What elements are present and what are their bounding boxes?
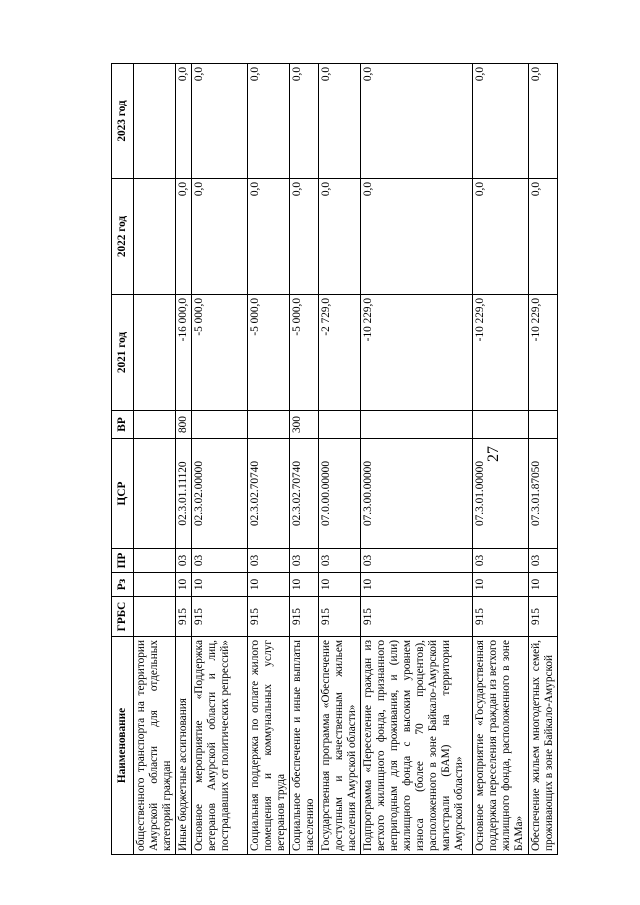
- cell-rz: 10: [176, 573, 192, 597]
- header-grbs: ГРБС: [112, 597, 134, 637]
- cell-csr: 07.3.01.00000: [472, 439, 528, 549]
- cell-csr: 07.0.00.00000: [318, 439, 360, 549]
- cell-2022: [134, 179, 176, 295]
- cell-grbs: 915: [528, 597, 557, 637]
- cell-2023: 0,0: [318, 64, 360, 179]
- cell-csr: 07.3.00.00000: [360, 439, 472, 549]
- cell-2022: 0,0: [289, 179, 318, 295]
- cell-grbs: 915: [318, 597, 360, 637]
- cell-2021: -16 000,0: [176, 295, 192, 411]
- cell-2022: 0,0: [318, 179, 360, 295]
- table-row: [191, 64, 247, 855]
- table-row: [176, 64, 192, 855]
- cell-rz: 10: [472, 573, 528, 597]
- cell-name: Иные бюджетные ассигнования: [176, 637, 192, 855]
- cell-2021: -5 000,0: [247, 295, 289, 411]
- cell-csr: 02.3.02.00000: [191, 439, 247, 549]
- cell-2022: 0,0: [528, 179, 557, 295]
- header-name: Наименование: [112, 637, 134, 855]
- cell-grbs: [134, 597, 176, 637]
- cell-csr: 02.3.02.70740: [247, 439, 289, 549]
- cell-pr: 03: [247, 549, 289, 573]
- cell-vr: [134, 411, 176, 439]
- cell-2022: 0,0: [191, 179, 247, 295]
- budget-table: [111, 63, 558, 855]
- cell-2023: 0,0: [528, 64, 557, 179]
- table-row: [318, 64, 360, 855]
- cell-pr: 03: [176, 549, 192, 573]
- cell-name: Обеспечение жильем многодетных семей, проживающих в зоне Байкало-Амурской: [528, 637, 557, 855]
- cell-2021: -2 729,0: [318, 295, 360, 411]
- header-2023: 2023 год: [112, 64, 134, 179]
- cell-2023: 0,0: [176, 64, 192, 179]
- cell-2021: -10 229,0: [472, 295, 528, 411]
- cell-rz: [134, 573, 176, 597]
- cell-grbs: 915: [191, 597, 247, 637]
- cell-2022: 0,0: [247, 179, 289, 295]
- table-container: [111, 64, 555, 855]
- cell-2022: 0,0: [360, 179, 472, 295]
- cell-pr: 03: [191, 549, 247, 573]
- cell-pr: 03: [318, 549, 360, 573]
- cell-csr: 02.3.01.11120: [176, 439, 192, 549]
- cell-vr: [360, 411, 472, 439]
- cell-grbs: 915: [176, 597, 192, 637]
- table-row: [134, 64, 176, 855]
- cell-name: Государственная программа «Обеспечение доступным и качественным жильем населения Амурской области»: [318, 637, 360, 855]
- cell-vr: [247, 411, 289, 439]
- cell-2023: 0,0: [289, 64, 318, 179]
- cell-pr: 03: [289, 549, 318, 573]
- cell-pr: 03: [360, 549, 472, 573]
- cell-rz: 10: [289, 573, 318, 597]
- cell-vr: [528, 411, 557, 439]
- table-row: [360, 64, 472, 855]
- cell-2023: 0,0: [191, 64, 247, 179]
- cell-grbs: 915: [360, 597, 472, 637]
- cell-rz: 10: [247, 573, 289, 597]
- header-pr: ПР: [112, 549, 134, 573]
- cell-vr: 300: [289, 411, 318, 439]
- cell-2021: -10 229,0: [360, 295, 472, 411]
- cell-vr: 800: [176, 411, 192, 439]
- cell-2021: -10 229,0: [528, 295, 557, 411]
- header-rz: Рз: [112, 573, 134, 597]
- header-vr: ВР: [112, 411, 134, 439]
- cell-pr: 03: [472, 549, 528, 573]
- cell-rz: 10: [528, 573, 557, 597]
- cell-name: Социальная поддержка по оплате жилого помещения и коммунальных услуг ветеранов труда: [247, 637, 289, 855]
- table-row: [289, 64, 318, 855]
- cell-vr: [318, 411, 360, 439]
- table-row: [528, 64, 557, 855]
- cell-name: Подпрограмма «Переселение граждан из ветхого жилищного фонда, признанного непригодным для проживания, и (или) жилищного фонда с высоким уровнем износа (более 70 процентов), расположенного в зоне Байкало-Амурской магистрали (БАМ) на территории Амурской области»: [360, 637, 472, 855]
- cell-2023: 0,0: [360, 64, 472, 179]
- cell-name: Основное мероприятие «Поддержка ветеранов Амурской области и лиц, пострадавших от политических репрессий»: [191, 637, 247, 855]
- page-number: 27: [485, 446, 502, 462]
- table-row: [472, 64, 528, 855]
- cell-name: Социальное обеспечение и иные выплаты населению: [289, 637, 318, 855]
- cell-rz: 10: [191, 573, 247, 597]
- cell-2021: [134, 295, 176, 411]
- cell-2023: 0,0: [247, 64, 289, 179]
- table-header-row: [112, 64, 134, 855]
- cell-csr: 07.3.01.87050: [528, 439, 557, 549]
- cell-grbs: 915: [247, 597, 289, 637]
- cell-csr: 02.3.02.70740: [289, 439, 318, 549]
- cell-grbs: 915: [289, 597, 318, 637]
- table-row: [247, 64, 289, 855]
- cell-pr: 03: [528, 549, 557, 573]
- cell-2022: 0,0: [472, 179, 528, 295]
- cell-2023: [134, 64, 176, 179]
- cell-rz: 10: [360, 573, 472, 597]
- cell-name: Основное мероприятие «Государственная поддержка переселения граждан из ветхого жилищного фонда, расположенного в зоне БАМа»: [472, 637, 528, 855]
- cell-2021: -5 000,0: [289, 295, 318, 411]
- cell-vr: [472, 411, 528, 439]
- header-2021: 2021 год: [112, 295, 134, 411]
- cell-grbs: 915: [472, 597, 528, 637]
- cell-2022: 0,0: [176, 179, 192, 295]
- cell-rz: 10: [318, 573, 360, 597]
- cell-2021: -5 000,0: [191, 295, 247, 411]
- cell-name: общественного транспорта на территории Амурской области для отдельных категорий граждан: [134, 637, 176, 855]
- cell-pr: [134, 549, 176, 573]
- header-csr: ЦСР: [112, 439, 134, 549]
- cell-2023: 0,0: [472, 64, 528, 179]
- cell-vr: [191, 411, 247, 439]
- cell-csr: [134, 439, 176, 549]
- header-2022: 2022 год: [112, 179, 134, 295]
